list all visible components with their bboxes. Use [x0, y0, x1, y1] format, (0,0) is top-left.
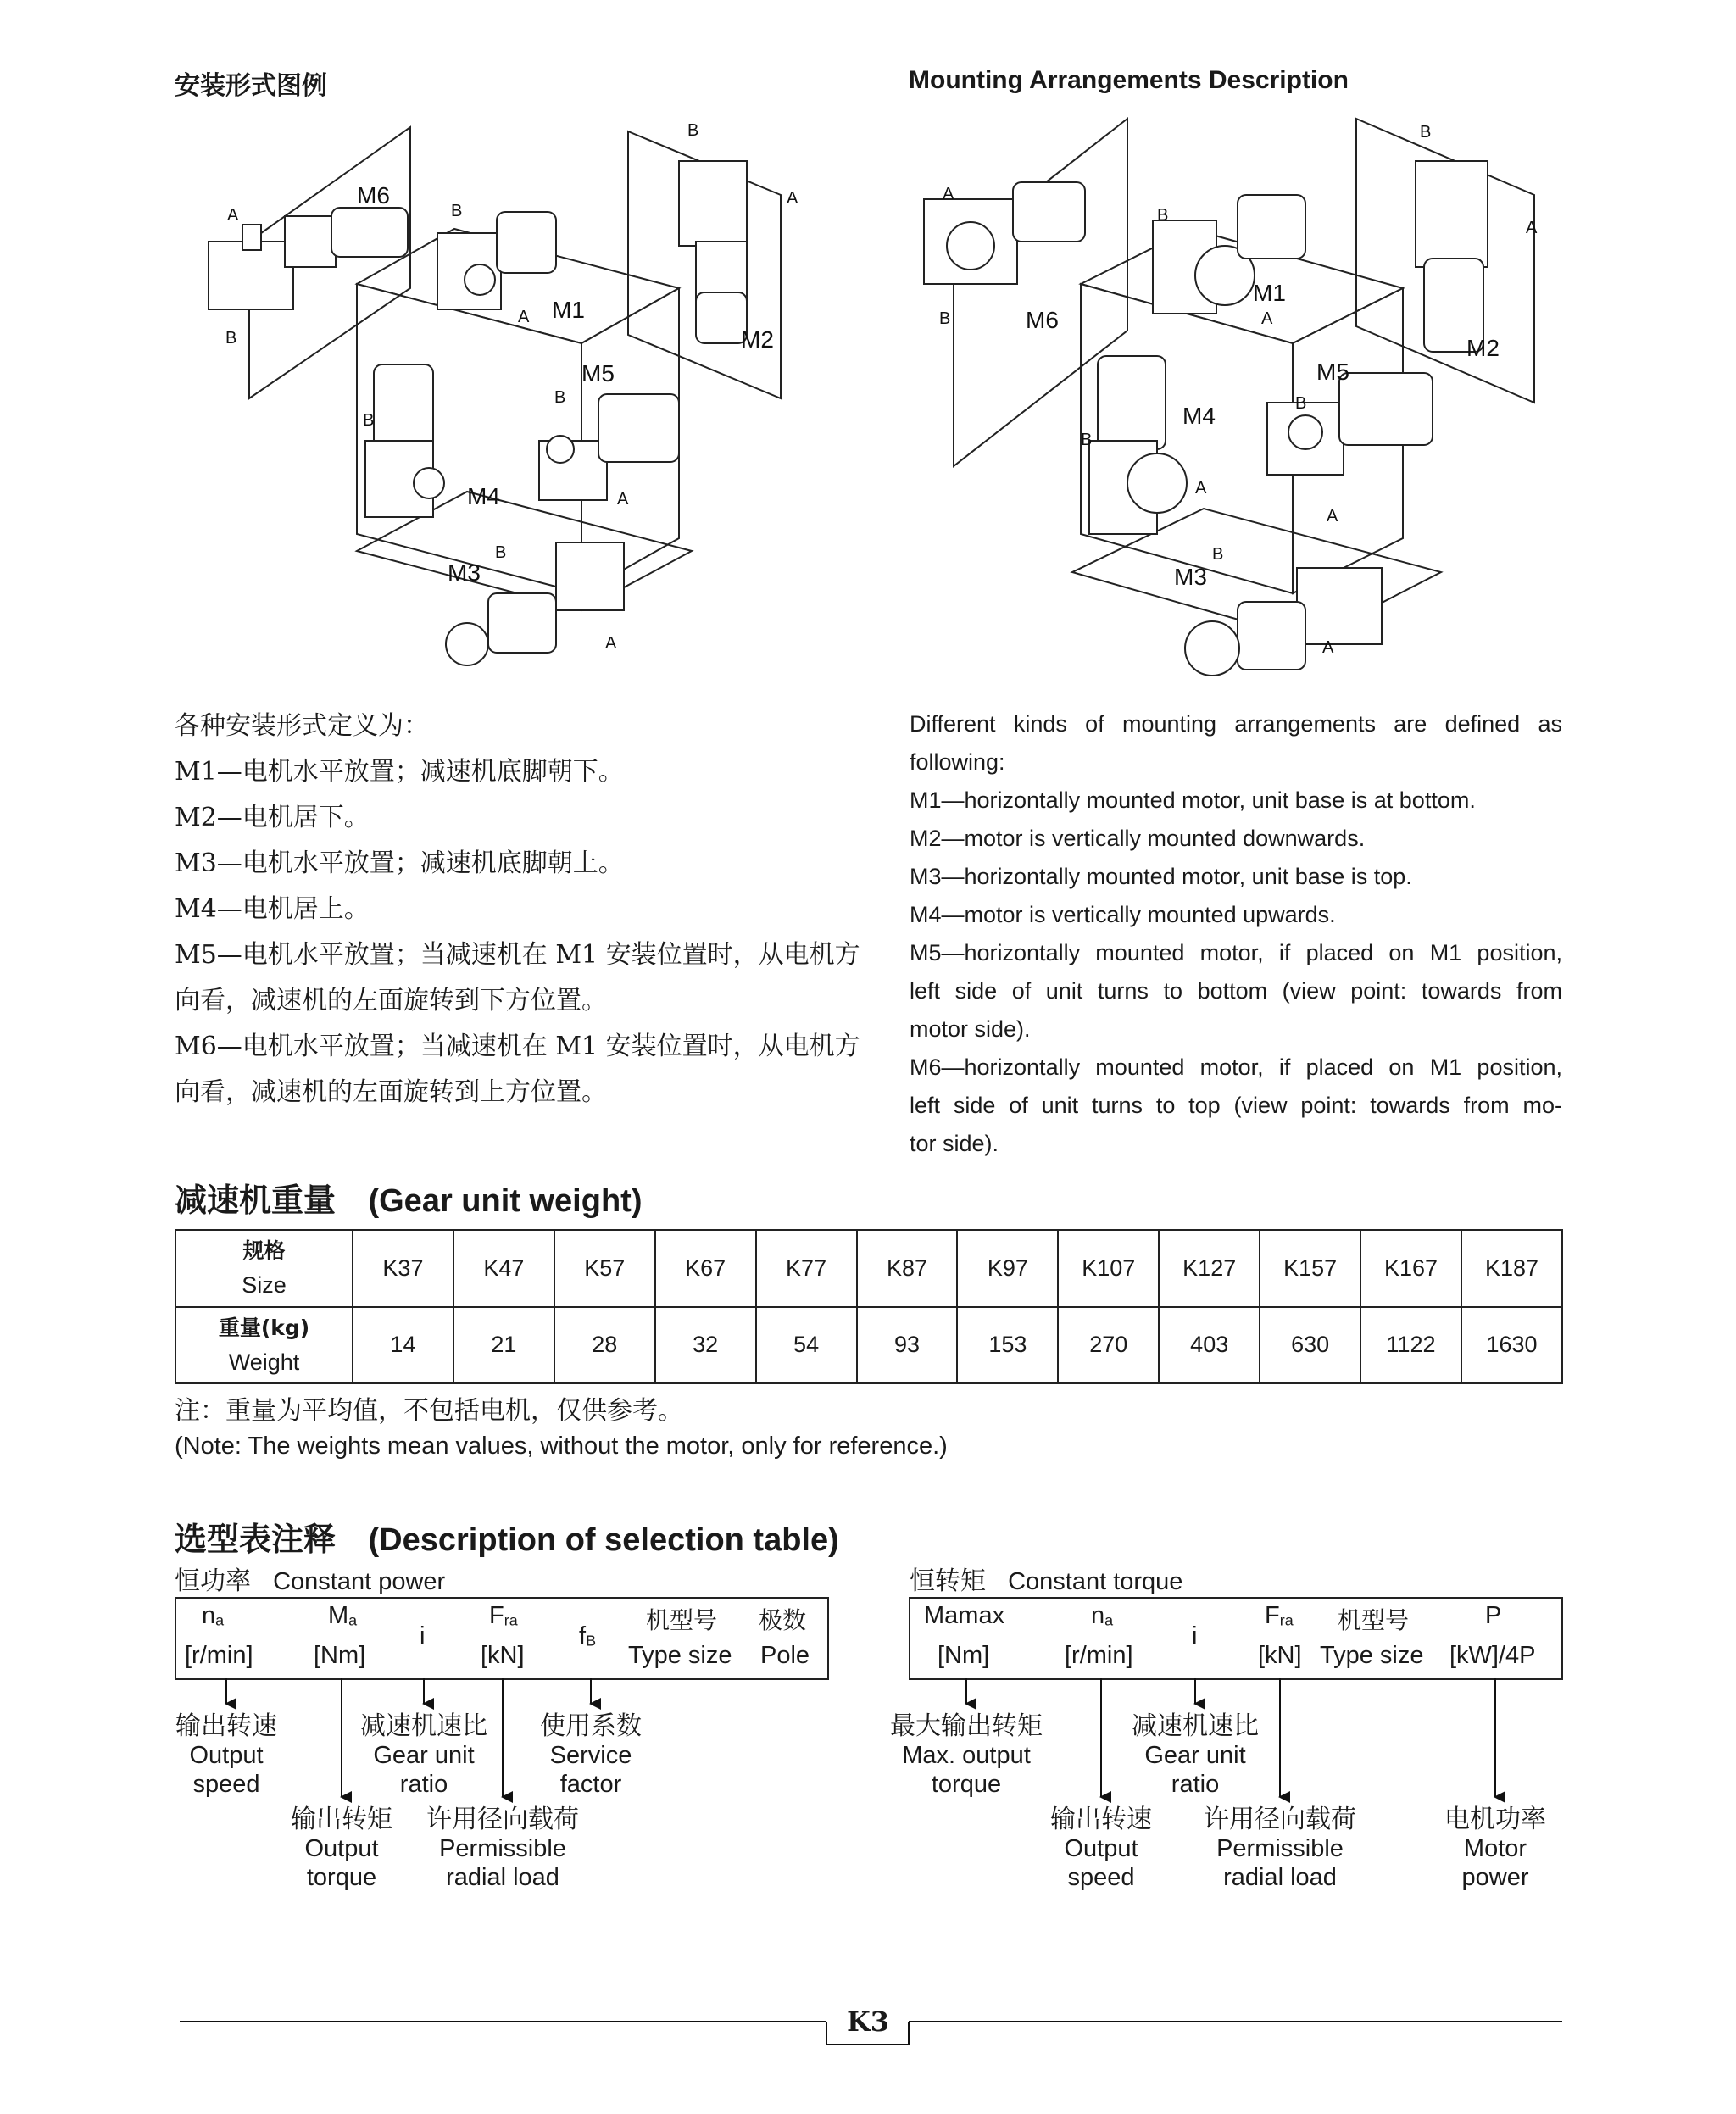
torque-fra-unit: [kN]	[1258, 1642, 1302, 1669]
definition-en-line: M2—motor is vertically mounted downwards.	[910, 826, 1366, 851]
size-cell: K167	[1360, 1230, 1461, 1307]
definition-en-line: tor side).	[910, 1131, 999, 1156]
definition-cn-line: M4—电机居上。	[175, 894, 370, 924]
power-na-unit: [r/min]	[185, 1642, 253, 1669]
weight-cell: 1630	[1461, 1307, 1562, 1384]
weight-cell: 28	[554, 1307, 655, 1384]
label-m6: M6	[357, 182, 390, 209]
weight-label-cn: 重量(kg)	[218, 1315, 310, 1340]
label-m2: M2	[741, 326, 774, 353]
size-cell: K37	[353, 1230, 453, 1307]
selection-title-en: (Description of selection table)	[368, 1522, 839, 1558]
label-a: A	[1526, 219, 1538, 237]
weight-note-cn: 注：重量为平均值，不包括电机，仅供参考。	[175, 1396, 683, 1426]
weight-cell: 32	[655, 1307, 756, 1384]
torque-annotation-speed: 输出转速 Output speed	[1050, 1805, 1152, 1891]
weight-cell: 93	[857, 1307, 958, 1384]
size-cell: K77	[756, 1230, 857, 1307]
definition-cn-line: 向看，减速机的左面旋转到上方位置。	[175, 1077, 607, 1107]
size-cell: K47	[453, 1230, 554, 1307]
label-m2: M2	[1466, 335, 1500, 361]
label-m3: M3	[448, 559, 481, 586]
size-cell: K97	[957, 1230, 1058, 1307]
definition-cn-line: M1—电机水平放置；减速机底脚朝下。	[175, 757, 624, 787]
definition-en-line: left side of unit turns to bottom (view point: towards from	[910, 978, 1562, 1004]
label-m3: M3	[1174, 564, 1207, 590]
label-b: B	[1212, 545, 1224, 564]
label-a: A	[227, 206, 239, 225]
size-cell: K127	[1159, 1230, 1260, 1307]
size-cell: K87	[857, 1230, 958, 1307]
definition-en-line: M3—horizontally mounted motor, unit base is top.	[910, 864, 1412, 889]
power-ma-symbol: $M_a$	[328, 1602, 358, 1629]
label-a: A	[1327, 507, 1338, 526]
weight-title-en: (Gear unit weight)	[368, 1183, 643, 1219]
size-cell: K107	[1058, 1230, 1159, 1307]
size-cell: K67	[655, 1230, 756, 1307]
definition-cn-line: M2—电机居下。	[175, 803, 370, 832]
torque-mamax-symbol: Mamax	[924, 1602, 1005, 1629]
power-annotation-speed: 输出转速 Output speed	[175, 1711, 277, 1798]
torque-annotation-max: 最大输出转矩 Max. output torque	[890, 1711, 1043, 1798]
size-cell: K157	[1260, 1230, 1360, 1307]
torque-p-symbol: P	[1485, 1602, 1502, 1629]
label-a: A	[617, 490, 629, 509]
weight-cell: 14	[353, 1307, 453, 1384]
power-fra-symbol: $F_{ra}$	[489, 1602, 518, 1629]
torque-type-en: Type size	[1320, 1642, 1424, 1669]
weight-cell: 630	[1260, 1307, 1360, 1384]
label-a: A	[1322, 638, 1334, 657]
torque-mamax-unit: [Nm]	[938, 1642, 990, 1669]
label-b: B	[1157, 206, 1169, 225]
label-a: A	[787, 189, 798, 208]
label-a: A	[1195, 479, 1207, 498]
torque-p-unit: [kW]/4P	[1449, 1642, 1536, 1669]
torque-annotation-radial: 许用径向载荷 Permissible radial load	[1204, 1805, 1356, 1891]
definition-en-line: M6—horizontally mounted motor, if placed on M1 position,	[910, 1054, 1562, 1080]
label-a: A	[518, 308, 530, 326]
label-b: B	[939, 309, 951, 328]
label-b: B	[1081, 431, 1093, 449]
power-annotation-service: 使用系数 Service factor	[540, 1711, 642, 1798]
power-pole-cn: 极数	[759, 1606, 807, 1634]
label-b: B	[554, 388, 566, 407]
torque-na-unit: [r/min]	[1065, 1642, 1133, 1669]
torque-fra-symbol: $F_{ra}$	[1265, 1602, 1294, 1629]
label-a: A	[943, 185, 954, 203]
weight-label-en: Weight	[228, 1349, 300, 1375]
power-fb-symbol: $f_B$	[579, 1622, 597, 1649]
definition-cn-line: M5—电机水平放置；当减速机在 M1 安装位置时，从电机方	[175, 940, 860, 970]
label-b: B	[363, 411, 375, 430]
weight-cell: 1122	[1360, 1307, 1461, 1384]
weight-cell: 54	[756, 1307, 857, 1384]
power-annotation-radial: 许用径向载荷 Permissible radial load	[426, 1805, 579, 1891]
label-m5: M5	[1316, 359, 1349, 385]
torque-annotation-motor: 电机功率 Motor power	[1444, 1805, 1546, 1891]
torque-annotation-ratio: 减速机速比 Gear unit ratio	[1132, 1711, 1259, 1798]
size-label-en: Size	[242, 1272, 287, 1299]
label-b: B	[225, 329, 237, 348]
size-label-cn: 规格	[242, 1238, 286, 1264]
power-pole-en: Pole	[760, 1642, 810, 1669]
torque-na-symbol: $n_a$	[1091, 1602, 1114, 1629]
constant-torque-cn: 恒转矩	[910, 1566, 986, 1596]
weight-cell: 403	[1159, 1307, 1260, 1384]
label-b: B	[687, 121, 699, 140]
label-m1: M1	[1253, 280, 1286, 306]
weight-note-en: (Note: The weights mean values, without the motor, only for reference.)	[175, 1433, 948, 1460]
definition-en-line: following:	[910, 749, 1005, 775]
label-a: A	[605, 634, 617, 653]
section-title-cn: 安装形式图例	[175, 71, 327, 101]
label-m4: M4	[467, 483, 500, 509]
weight-title-cn: 减速机重量	[175, 1182, 337, 1219]
definition-en-line: motor side).	[910, 1016, 1031, 1042]
definition-en-line: M1—horizontally mounted motor, unit base is at bottom.	[910, 787, 1476, 813]
constant-torque-en: Constant torque	[1008, 1568, 1183, 1595]
label-a: A	[1261, 309, 1273, 328]
label-b: B	[495, 543, 507, 562]
definition-en-line: Different kinds of mounting arrangements are defined as	[910, 711, 1562, 737]
power-ma-unit: [Nm]	[314, 1642, 366, 1669]
power-fra-unit: [kN]	[481, 1642, 525, 1669]
torque-type-cn: 机型号	[1338, 1606, 1410, 1634]
section-title-en: Mounting Arrangements Description	[909, 66, 1349, 94]
definition-en-line: M5—horizontally mounted motor, if placed on M1 position,	[910, 940, 1562, 965]
power-annotation-ratio: 减速机速比 Gear unit ratio	[360, 1711, 487, 1798]
label-b: B	[1420, 123, 1432, 142]
weight-cell: 270	[1058, 1307, 1159, 1384]
definition-cn-line: M6—电机水平放置；当减速机在 M1 安装位置时，从电机方	[175, 1032, 860, 1061]
label-m5: M5	[581, 360, 615, 387]
power-na-symbol: $n_a$	[202, 1602, 225, 1629]
definition-en-line: left side of unit turns to top (view point: towards from mo-	[910, 1093, 1562, 1118]
label-m4: M4	[1182, 403, 1216, 429]
weight-cell: 153	[957, 1307, 1058, 1384]
label-b: B	[451, 202, 463, 220]
constant-power-cn: 恒功率	[175, 1566, 251, 1596]
size-cell: K187	[1461, 1230, 1562, 1307]
size-cell: K57	[554, 1230, 655, 1307]
power-i-symbol: i	[420, 1622, 426, 1649]
power-type-cn: 机型号	[646, 1606, 718, 1634]
label-b: B	[1295, 394, 1307, 413]
power-type-en: Type size	[628, 1642, 732, 1669]
definition-cn-line: 向看，减速机的左面旋转到下方位置。	[175, 986, 607, 1015]
definition-cn-line: 各种安装形式定义为：	[175, 711, 429, 741]
power-annotation-torque: 输出转矩 Output torque	[291, 1805, 392, 1891]
definition-cn-line: M3—电机水平放置；减速机底脚朝上。	[175, 848, 624, 878]
constant-power-en: Constant power	[273, 1568, 446, 1595]
selection-title-cn: 选型表注释	[175, 1521, 337, 1558]
torque-i-symbol: i	[1192, 1622, 1198, 1649]
weight-cell: 21	[453, 1307, 554, 1384]
label-m1: M1	[552, 297, 585, 323]
label-m6: M6	[1026, 307, 1059, 333]
definition-en-line: M4—motor is vertically mounted upwards.	[910, 902, 1336, 927]
page-number: K3	[846, 2006, 890, 2038]
